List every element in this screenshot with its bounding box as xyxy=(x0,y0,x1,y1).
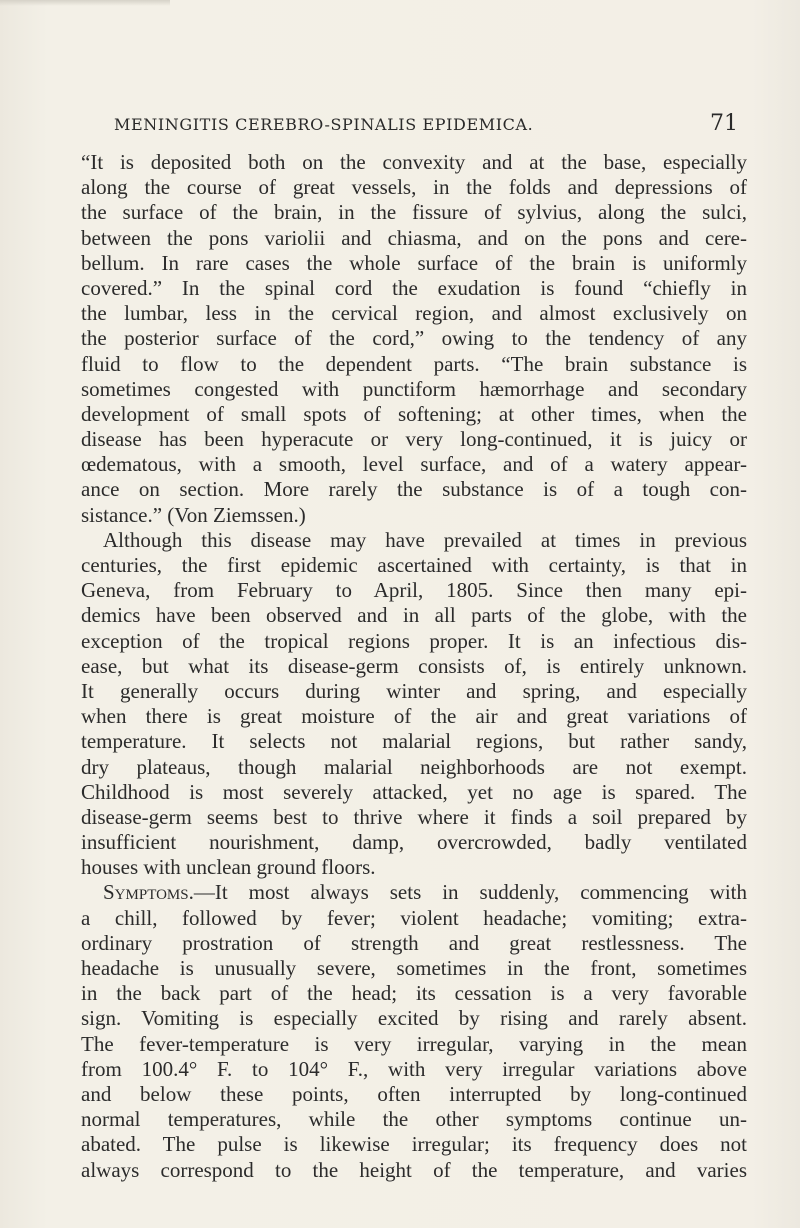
text-line: insufficient nourishment, damp, overcrowded, badly ventilated xyxy=(81,830,747,855)
text-line: the lumbar, less in the cervical region, and almost exclusively on xyxy=(81,301,747,326)
text-line: bellum. In rare cases the whole surface of the brain is uniformly xyxy=(81,250,747,275)
text-line: Childhood is most severely attacked, yet no age is spared. The xyxy=(81,779,747,804)
text-line: Geneva, from February to April, 1805. Since then many epi- xyxy=(81,578,747,603)
text-line: Although this disease may have prevailed at times in previous xyxy=(103,527,747,552)
text-line: temperature. It selects not malarial regions, but rather sandy, xyxy=(81,729,747,754)
text-line: œdematous, with a smooth, level surface, and of a watery appear- xyxy=(81,452,747,477)
text-line: The fever-temperature is very irregular, varying in the mean xyxy=(81,1031,747,1056)
body-text xyxy=(81,150,747,1183)
text-line: from 100.4° F. to 104° F., with very irregular variations above xyxy=(81,1056,747,1081)
text-line: demics have been observed and in all parts of the globe, with the xyxy=(81,603,747,628)
running-title: MENINGITIS CEREBRO-SPINALIS EPIDEMICA. xyxy=(114,115,534,134)
text-line: covered.” In the spinal cord the exudation is found “chiefly in xyxy=(81,275,747,300)
text-line: fluid to flow to the dependent parts. “The brain substance is xyxy=(81,351,747,376)
text-line: between the pons variolii and chiasma, and on the pons and cere- xyxy=(81,225,747,250)
text-line: sistance.” (Von Ziemssen.) xyxy=(81,502,306,527)
text-line: abated. The pulse is likewise irregular; its frequency does not xyxy=(81,1132,747,1157)
text-line: normal temperatures, while the other symptoms continue un- xyxy=(81,1107,747,1132)
text-line-rest: —It most always sets in suddenly, commencing with xyxy=(193,880,747,905)
text-line: disease has been hyperacute or very long-continued, it is juicy or xyxy=(81,427,747,452)
text-line: exception of the tropical regions proper. It is an infectious dis- xyxy=(81,628,747,653)
text-line: when there is great moisture of the air and great variations of xyxy=(81,704,747,729)
text-line: disease-germ seems best to thrive where it finds a soil prepared by xyxy=(81,804,747,829)
text-line: It generally occurs during winter and spring, and especially xyxy=(81,678,747,703)
text-line: sometimes congested with punctiform hæmorrhage and secondary xyxy=(81,376,747,401)
text-line: ease, but what its disease-germ consists of, is entirely unknown. xyxy=(81,653,747,678)
text-line: along the course of great vessels, in the folds and depressions of xyxy=(81,175,747,200)
page-number: 71 xyxy=(710,111,738,136)
text-line: the posterior surface of the cord,” owing to the tendency of any xyxy=(81,326,747,351)
section-lead: Symptoms. xyxy=(103,880,194,905)
text-line: dry plateaus, though malarial neighborhoods are not exempt. xyxy=(81,754,747,779)
text-line: the surface of the brain, in the fissure of sylvius, along the sulci, xyxy=(81,200,747,225)
text-line: “It is deposited both on the convexity and at the base, especially xyxy=(81,150,747,174)
text-line: ance on section. More rarely the substance is of a tough con- xyxy=(81,477,747,502)
text-line: in the back part of the head; its cessation is a very favorable xyxy=(81,981,747,1006)
text-line: ordinary prostration of strength and great restlessness. The xyxy=(81,930,747,955)
page-fold-shadow xyxy=(0,0,170,6)
text-line: sign. Vomiting is especially excited by rising and rarely absent. xyxy=(81,1006,747,1031)
text-line: a chill, followed by fever; violent headache; vomiting; extra- xyxy=(81,905,747,930)
text-line: and below these points, often interrupted by long-continued xyxy=(81,1081,747,1106)
page-header xyxy=(82,113,742,143)
text-line xyxy=(81,880,747,905)
text-line: headache is unusually severe, sometimes in the front, sometimes xyxy=(81,956,747,980)
text-line: centuries, the first epidemic ascertained with certainty, is that in xyxy=(81,553,747,577)
text-line: always correspond to the height of the temperature, and varies xyxy=(81,1157,747,1182)
text-line: houses with unclean ground floors. xyxy=(81,855,376,880)
text-line: development of small spots of softening; at other times, when the xyxy=(81,401,747,426)
